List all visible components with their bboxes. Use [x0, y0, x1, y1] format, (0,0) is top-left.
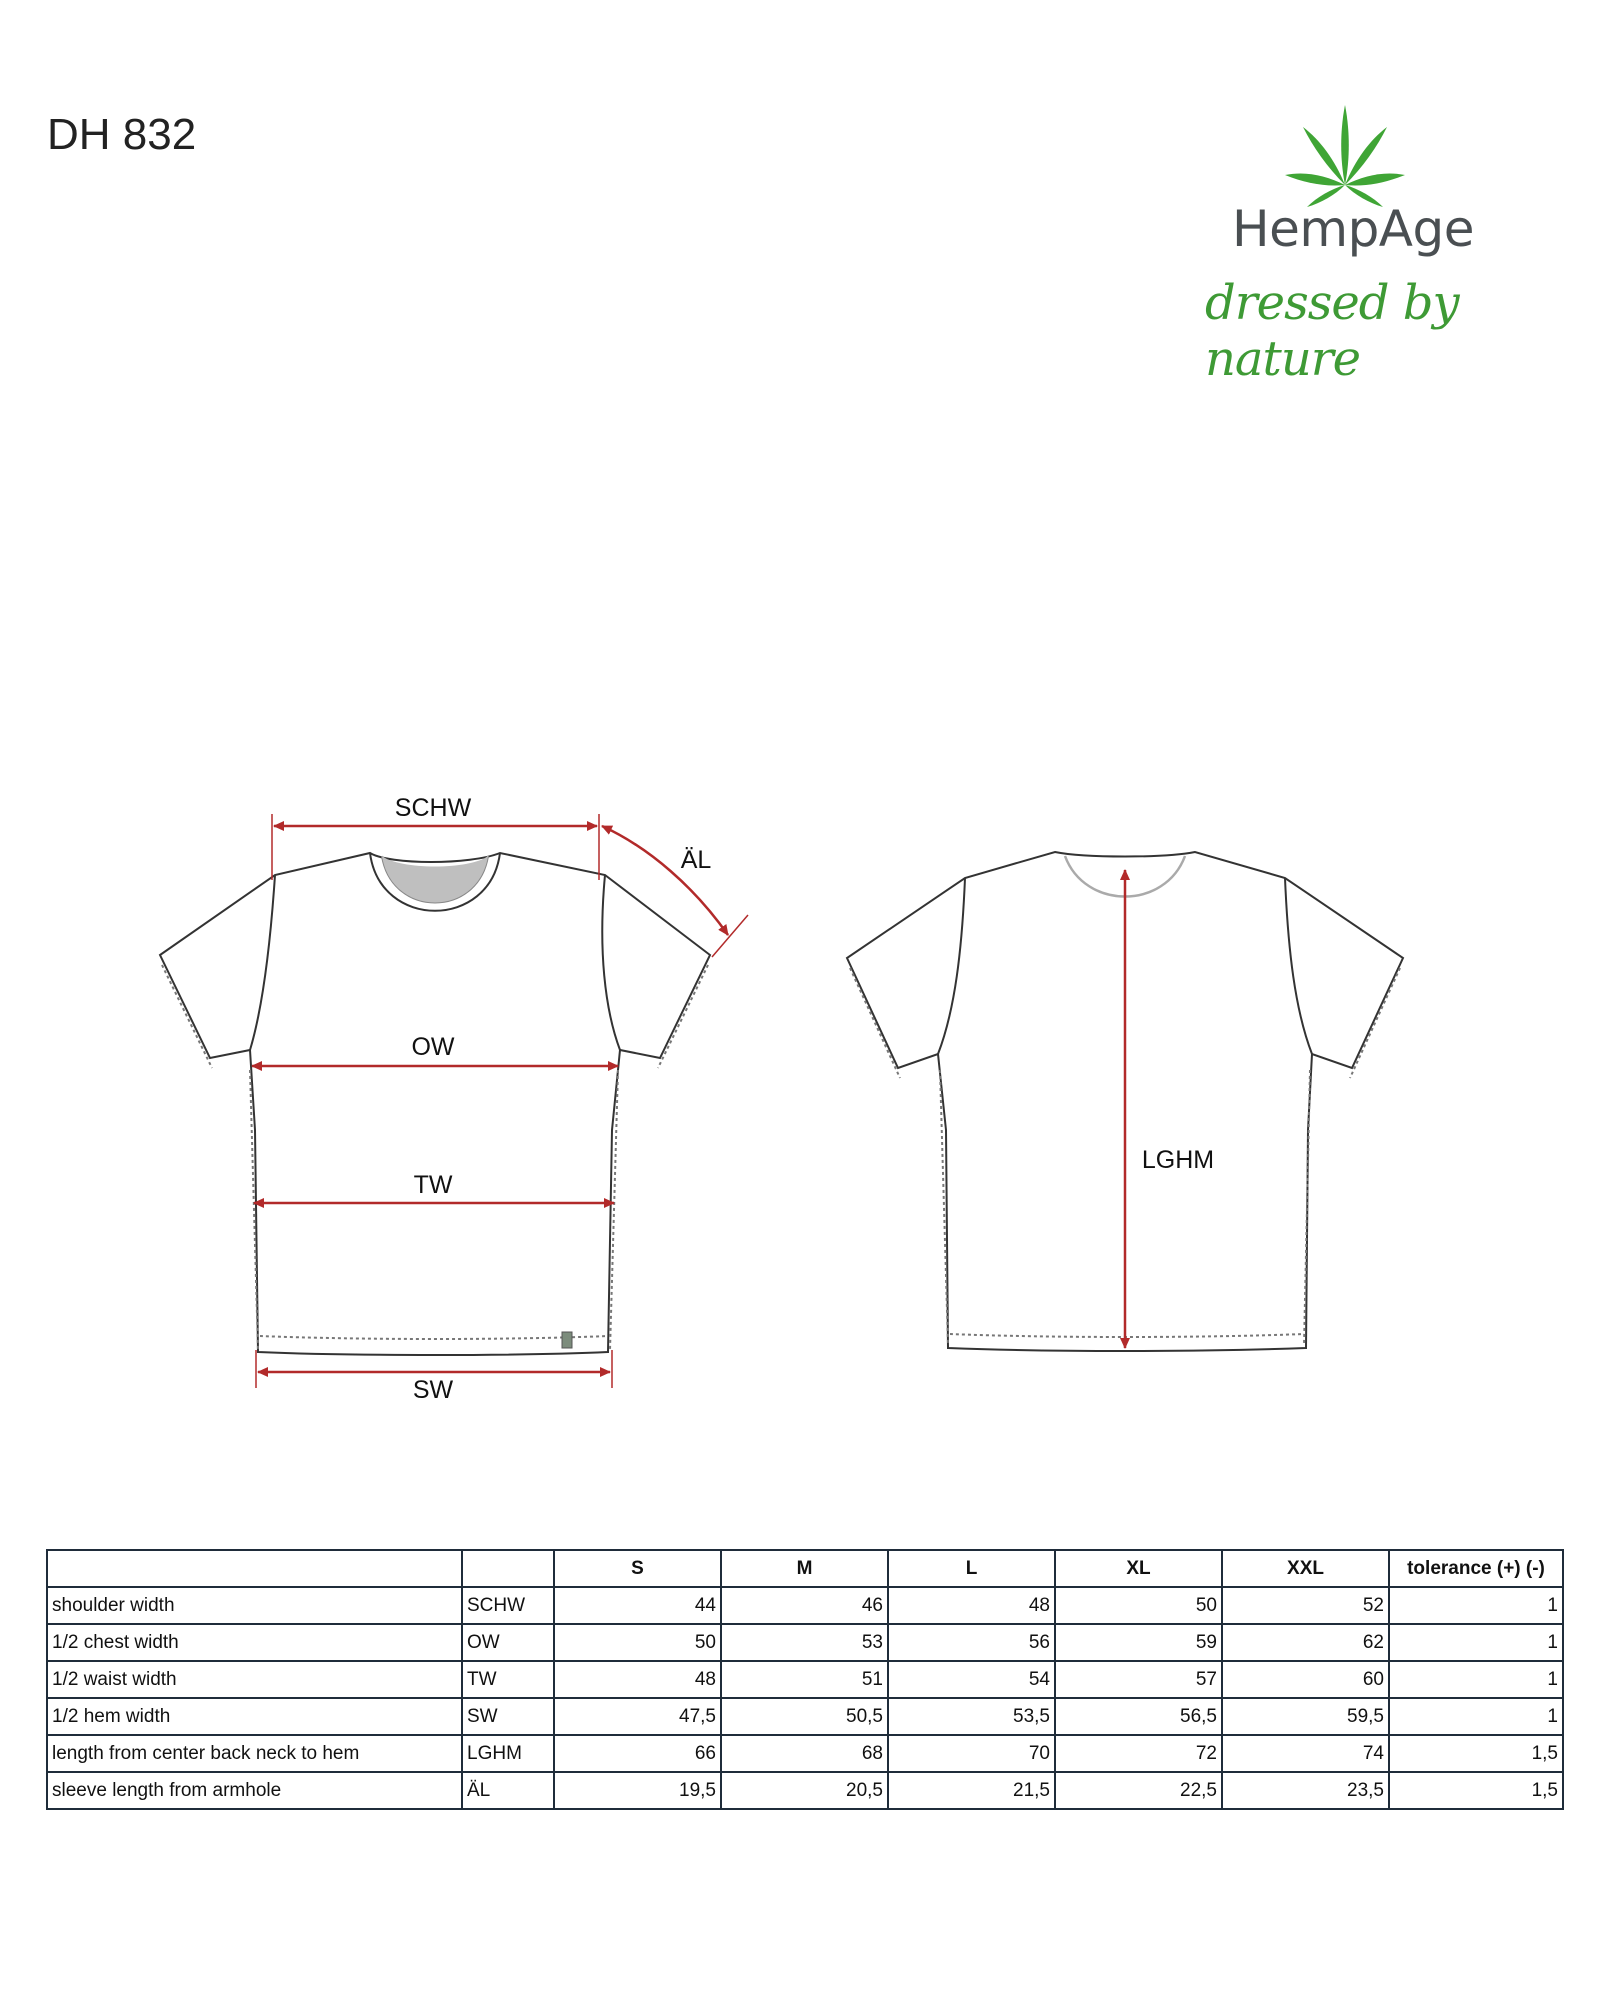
cell-value: 60	[1222, 1661, 1389, 1698]
cell-value: 50,5	[721, 1698, 888, 1735]
header-size-s: S	[554, 1550, 721, 1587]
cell-value: 51	[721, 1661, 888, 1698]
cell-tolerance: 1	[1389, 1661, 1563, 1698]
cell-value: 53,5	[888, 1698, 1055, 1735]
cell-value: 22,5	[1055, 1772, 1222, 1809]
table-row	[47, 1698, 1563, 1735]
row-code: TW	[462, 1661, 554, 1698]
dimension-lines-front	[252, 814, 748, 1388]
cell-value: 46	[721, 1587, 888, 1624]
row-code: LGHM	[462, 1735, 554, 1772]
table-row	[47, 1661, 1563, 1698]
cell-tolerance: 1	[1389, 1624, 1563, 1661]
row-label: sleeve length from armhole	[47, 1772, 462, 1809]
cell-value: 21,5	[888, 1772, 1055, 1809]
cell-value: 44	[554, 1587, 721, 1624]
cell-value: 52	[1222, 1587, 1389, 1624]
table-row	[47, 1735, 1563, 1772]
cell-value: 68	[721, 1735, 888, 1772]
brand-name: HempAge	[1232, 200, 1475, 258]
cell-value: 48	[554, 1661, 721, 1698]
row-label: 1/2 chest width	[47, 1624, 462, 1661]
brand-tagline: dressed by nature	[1205, 275, 1459, 387]
cell-value: 23,5	[1222, 1772, 1389, 1809]
cell-value: 56,5	[1055, 1698, 1222, 1735]
header-size-xl: XL	[1055, 1550, 1222, 1587]
cell-value: 59,5	[1222, 1698, 1389, 1735]
row-label: length from center back neck to hem	[47, 1735, 462, 1772]
header-code	[462, 1550, 554, 1587]
size-chart-table	[46, 1549, 1564, 1810]
dim-label-lghm: LGHM	[1141, 1146, 1215, 1174]
header-label	[47, 1550, 462, 1587]
cell-value: 56	[888, 1624, 1055, 1661]
cell-tolerance: 1	[1389, 1698, 1563, 1735]
product-code: DH 832	[47, 110, 197, 159]
row-label: 1/2 waist width	[47, 1661, 462, 1698]
cell-value: 48	[888, 1587, 1055, 1624]
header-tolerance: tolerance (+) (-)	[1389, 1550, 1563, 1587]
row-label: 1/2 hem width	[47, 1698, 462, 1735]
cell-value: 72	[1055, 1735, 1222, 1772]
cell-value: 66	[554, 1735, 721, 1772]
header-size-xxl: XXL	[1222, 1550, 1389, 1587]
cell-value: 20,5	[721, 1772, 888, 1809]
dim-label-ow: OW	[411, 1033, 455, 1061]
table-row	[47, 1772, 1563, 1809]
dim-label-sw: SW	[412, 1376, 454, 1404]
header-size-l: L	[888, 1550, 1055, 1587]
table-header-row	[47, 1550, 1563, 1587]
dim-label-al: ÄL	[680, 846, 712, 874]
cell-tolerance: 1,5	[1389, 1772, 1563, 1809]
cell-value: 57	[1055, 1661, 1222, 1698]
cell-value: 54	[888, 1661, 1055, 1698]
cell-value: 59	[1055, 1624, 1222, 1661]
cell-value: 53	[721, 1624, 888, 1661]
cell-value: 47,5	[554, 1698, 721, 1735]
table-row	[47, 1587, 1563, 1624]
cell-value: 70	[888, 1735, 1055, 1772]
cell-tolerance: 1	[1389, 1587, 1563, 1624]
row-code: SW	[462, 1698, 554, 1735]
row-code: ÄL	[462, 1772, 554, 1809]
cell-value: 74	[1222, 1735, 1389, 1772]
table-row	[47, 1624, 1563, 1661]
cell-value: 19,5	[554, 1772, 721, 1809]
cell-value: 50	[554, 1624, 721, 1661]
dim-label-schw: SCHW	[394, 794, 472, 822]
tshirt-front-view	[160, 853, 710, 1355]
cell-value: 62	[1222, 1624, 1389, 1661]
cell-value: 50	[1055, 1587, 1222, 1624]
row-code: SCHW	[462, 1587, 554, 1624]
dim-label-tw: TW	[413, 1171, 453, 1199]
row-code: OW	[462, 1624, 554, 1661]
header-size-m: M	[721, 1550, 888, 1587]
row-label: shoulder width	[47, 1587, 462, 1624]
cell-tolerance: 1,5	[1389, 1735, 1563, 1772]
